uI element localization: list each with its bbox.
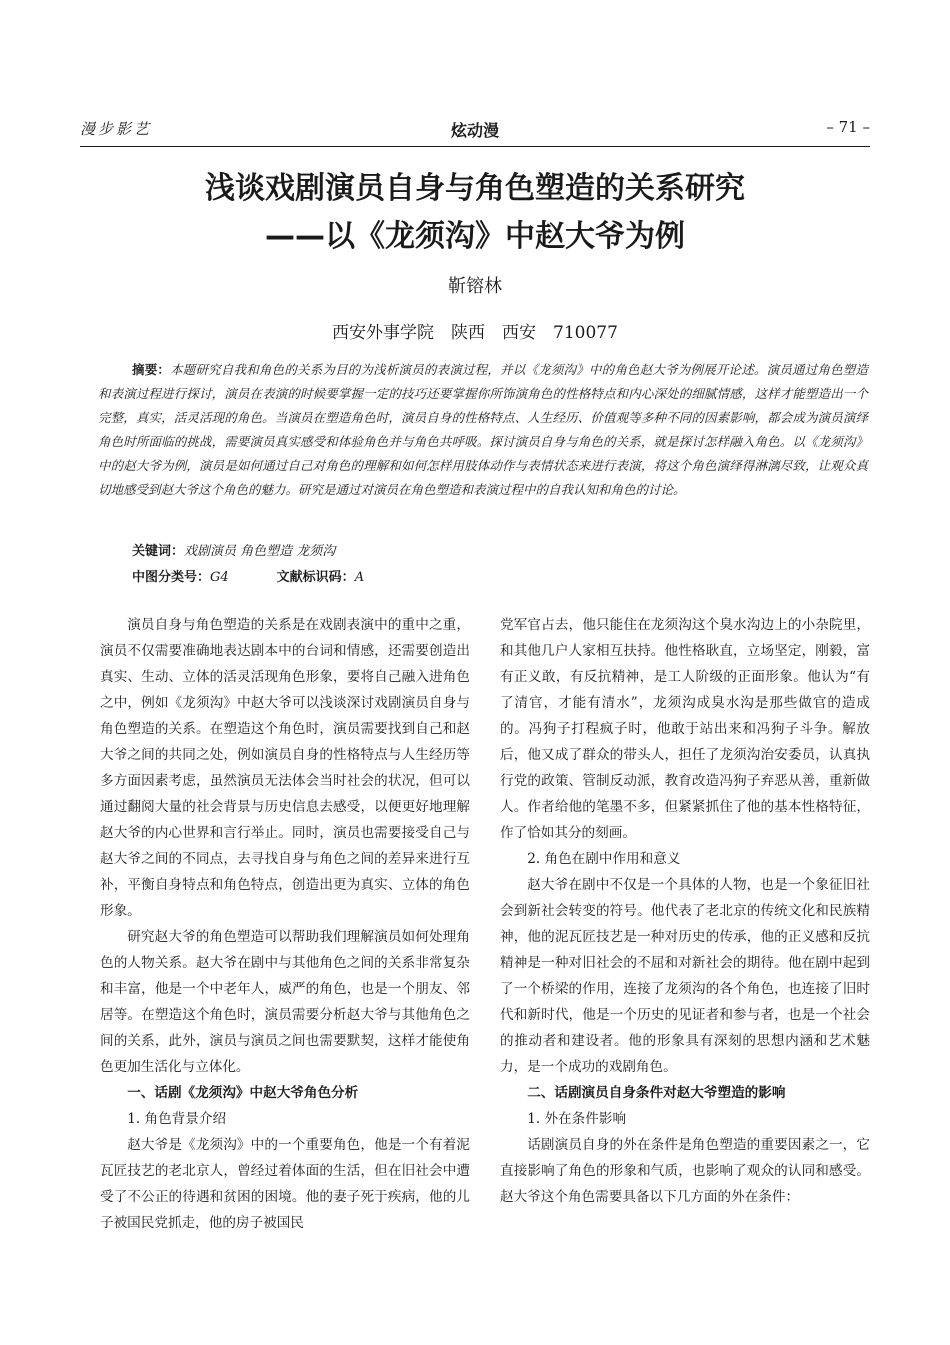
author-affiliation: 西安外事学院 陕西 西安 710077 — [332, 323, 618, 343]
section-heading-1: 一、话剧《龙须沟》中赵大爷角色分析 — [127, 1085, 359, 1101]
classification — [132, 566, 364, 585]
clc-value: G4 — [210, 570, 229, 585]
running-header — [80, 118, 870, 148]
subsection-heading-1-1: 1. 角色背景介绍 — [127, 1111, 227, 1127]
body-column-left — [100, 612, 470, 1236]
paragraph: 话剧演员自身的外在条件是角色塑造的重要因素之一，它直接影响了角色的形象和气质，也影响了观众的认同和感受。赵大爷这个角色需要具备以下几方面的外在条件： — [500, 1137, 870, 1205]
abstract-text: 本题研究自我和角色的关系为目的为浅析演员的表演过程，并以《龙须沟》中的角色赵大爷为例展开论述。演员通过角色塑造和表演过程进行探讨，演员在表演的时候要掌握一定的技巧还要掌握你所饰演角色的性格特点和内心深处的细腻情感，这样才能塑造出一个完整，真实，活灵活现的角色。当演员在塑造角色时，演员自身的性格特点、人生经历、价值观等多种不同的因素影响，都会成为演员演绎角色时所面临的挑战，需要演员真实感受和体验角色并与角色共呼吸。探讨演员自身与角色的关系，就是探讨怎样融入角色。以《龙须沟》中的赵大爷为例，演员是如何通过自己对角色的理解和如何怎样用肢体动作与表情状态来进行表演，将这个角色演绎得淋漓尽致，让观众真切地感受到赵大爷这个角色的魅力。研究是通过对演员在角色塑造和表演过程中的自我认知和角色的讨论。 — [98, 362, 868, 497]
keywords-label: 关键词： — [132, 544, 185, 559]
abstract — [98, 358, 868, 502]
header-page-number: – 71 – — [826, 118, 870, 136]
keywords — [132, 540, 335, 559]
keywords-text: 戏剧演员 角色塑造 龙须沟 — [184, 544, 336, 559]
paragraph: 研究赵大爷的角色塑造可以帮助我们理解演员如何处理角色的人物关系。赵大爷在剧中与其他角色之间的关系非常复杂和丰富，他是一个中老年人，威严的角色，也是一个朋友、邻居等。在塑造这个角色时，演员需要分析赵大爷与其他角色之间的关系，此外，演员与演员之间也需要默契，这样才能使角色更加生活化与立体化。 — [100, 929, 470, 1075]
title-line-1: 浅谈戏剧演员自身与角色塑造的关系研究 — [205, 171, 745, 206]
title-line-2: ——以《龙须沟》中赵大爷为例 — [265, 219, 685, 254]
header-journal-name: 炫动漫 — [450, 121, 499, 140]
header-section-name: 漫步影艺 — [80, 120, 153, 138]
article-title — [60, 165, 890, 261]
paragraph: 演员自身与角色塑造的关系是在戏剧表演中的重中之重，演员不仅需要准确地表达剧本中的台词和情感，还需要创造出真实、生动、立体的活灵活现角色形象，要将自己融入进角色之中，例如《龙须沟》中赵大爷可以浅谈深讨戏剧演员自身与角色塑造的关系。在塑造这个角色时，演员需要找到自己和赵大爷之间的共同之处，例如演员自身的性格特点与人生经历等多方面因素考虑，虽然演员无法体会当时社会的状况，但可以通过翻阅大量的社会背景与历史信息去感受，以便更好地理解赵大爷的内心世界和言行举止。同时，演员也需要接受自己与赵大爷之间的不同点，去寻找自身与角色之间的差异来进行互补，平衡自身特点和角色特点，创造出更为真实、立体的角色形象。 — [100, 617, 470, 919]
clc-label: 中图分类号： — [132, 570, 211, 585]
paragraph-continued: 党军官占去，他只能住在龙须沟这个臭水沟边上的小杂院里，和其他几户人家相互扶持。他性格耿直，立场坚定，刚毅，富有正义敢，有反抗精神，是工人阶级的正面形象。他认为“有了清官，才能有清水”，龙须沟成臭水沟是那些做官的造成的。冯狗子打程疯子时，他敢于站出来和冯狗子斗争。解放后，他又成了群众的带头人，担任了龙须沟治安委员，认真执行党的政策、管制反动派，教育改造冯狗子弃恶从善，重新做人。作者给他的笔墨不多，但紧紧抓住了他的基本性格特征，作了恰如其分的刻画。 — [500, 617, 870, 841]
doc-code-value: A — [354, 570, 365, 585]
header-divider — [80, 146, 870, 147]
author-name: 靳镕林 — [448, 276, 502, 297]
body-column-right — [500, 612, 870, 1210]
section-heading-2: 二、话剧演员自身条件对赵大爷塑造的影响 — [527, 1085, 786, 1101]
subsection-heading-2-1: 1. 外在条件影响 — [527, 1111, 627, 1127]
abstract-label: 摘要： — [132, 362, 171, 377]
paragraph: 赵大爷在剧中不仅是一个具体的人物，也是一个象征旧社会到新社会转变的符号。他代表了老北京的传统文化和民族精神，他的泥瓦匠技艺是一种对历史的传承，他的正义感和反抗精神是一种对旧社会的不屈和对新社会的期待。他在剧中起到了一个桥梁的作用，连接了龙须沟的各个角色，也连接了旧时代和新时代，他是一个历史的见证者和参与者，也是一个社会的推动者和建设者。他的形象具有深刻的思想内涵和艺术魅力，是一个成功的戏剧角色。 — [500, 877, 870, 1075]
subsection-heading-1-2: 2. 角色在剧中作用和意义 — [527, 851, 681, 867]
doc-code-label: 文献标识码： — [276, 570, 355, 585]
paragraph: 赵大爷是《龙须沟》中的一个重要角色，他是一个有着泥瓦匠技艺的老北京人，曾经过着体面的生活，但在旧社会中遭受了不公正的待遇和贫困的困境。他的妻子死于疾病，他的儿子被国民党抓走，他的房子被国民 — [100, 1137, 470, 1231]
